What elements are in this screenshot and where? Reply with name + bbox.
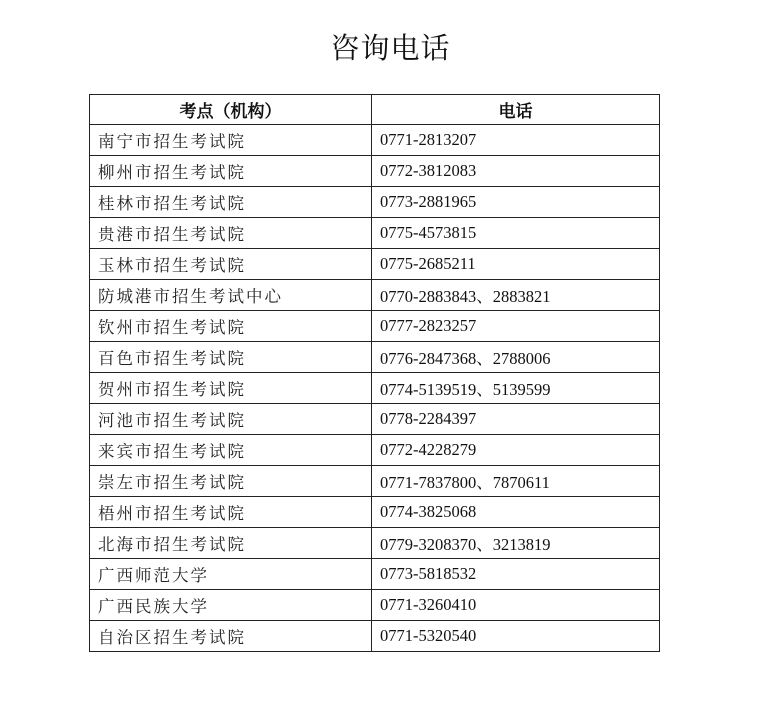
phone-number-cell: 0779-3208370、3213819 (372, 528, 660, 559)
org-name-cell: 广西民族大学 (90, 590, 372, 621)
column-header-org: 考点（机构） (90, 95, 372, 125)
phone-number-cell: 0770-2883843、2883821 (372, 280, 660, 311)
org-name-cell: 贺州市招生考试院 (90, 373, 372, 404)
org-name-cell: 崇左市招生考试院 (90, 466, 372, 497)
table-header-row (90, 95, 660, 125)
phone-number-cell: 0773-5818532 (372, 559, 660, 590)
table-row (90, 311, 660, 342)
phone-number-cell: 0772-4228279 (372, 435, 660, 466)
org-name-cell: 河池市招生考试院 (90, 404, 372, 435)
phone-number-cell: 0778-2284397 (372, 404, 660, 435)
table-row (90, 218, 660, 249)
phone-number-cell: 0773-2881965 (372, 187, 660, 218)
table-row (90, 497, 660, 528)
table-row (90, 342, 660, 373)
table-row (90, 125, 660, 156)
phone-number-cell: 0771-3260410 (372, 590, 660, 621)
phone-number-cell: 0771-2813207 (372, 125, 660, 156)
page-title: 咨询电话 (330, 31, 451, 65)
org-name-cell: 钦州市招生考试院 (90, 311, 372, 342)
phone-number-cell: 0774-3825068 (372, 497, 660, 528)
column-header-phone: 电话 (372, 95, 660, 125)
table-row (90, 559, 660, 590)
phone-number-cell: 0774-5139519、5139599 (372, 373, 660, 404)
table-row (90, 156, 660, 187)
table-row (90, 373, 660, 404)
org-name-cell: 自治区招生考试院 (90, 621, 372, 652)
table-row (90, 435, 660, 466)
phone-number-cell: 0775-4573815 (372, 218, 660, 249)
org-name-cell: 柳州市招生考试院 (90, 156, 372, 187)
phone-number-cell: 0772-3812083 (372, 156, 660, 187)
phone-number-cell: 0771-7837800、7870611 (372, 466, 660, 497)
table-row (90, 528, 660, 559)
org-name-cell: 广西师范大学 (90, 559, 372, 590)
org-name-cell: 百色市招生考试院 (90, 342, 372, 373)
table-row (90, 404, 660, 435)
phone-number-cell: 0775-2685211 (372, 249, 660, 280)
org-name-cell: 玉林市招生考试院 (90, 249, 372, 280)
table-row (90, 590, 660, 621)
org-name-cell: 来宾市招生考试院 (90, 435, 372, 466)
phone-number-cell: 0771-5320540 (372, 621, 660, 652)
org-name-cell: 贵港市招生考试院 (90, 218, 372, 249)
contact-table (89, 94, 660, 652)
org-name-cell: 桂林市招生考试院 (90, 187, 372, 218)
org-name-cell: 北海市招生考试院 (90, 528, 372, 559)
table-row (90, 280, 660, 311)
phone-number-cell: 0776-2847368、2788006 (372, 342, 660, 373)
table-row (90, 621, 660, 652)
table-row (90, 466, 660, 497)
table-row (90, 187, 660, 218)
table-row (90, 249, 660, 280)
org-name-cell: 梧州市招生考试院 (90, 497, 372, 528)
org-name-cell: 防城港市招生考试中心 (90, 280, 372, 311)
phone-number-cell: 0777-2823257 (372, 311, 660, 342)
table-body (90, 125, 660, 652)
org-name-cell: 南宁市招生考试院 (90, 125, 372, 156)
